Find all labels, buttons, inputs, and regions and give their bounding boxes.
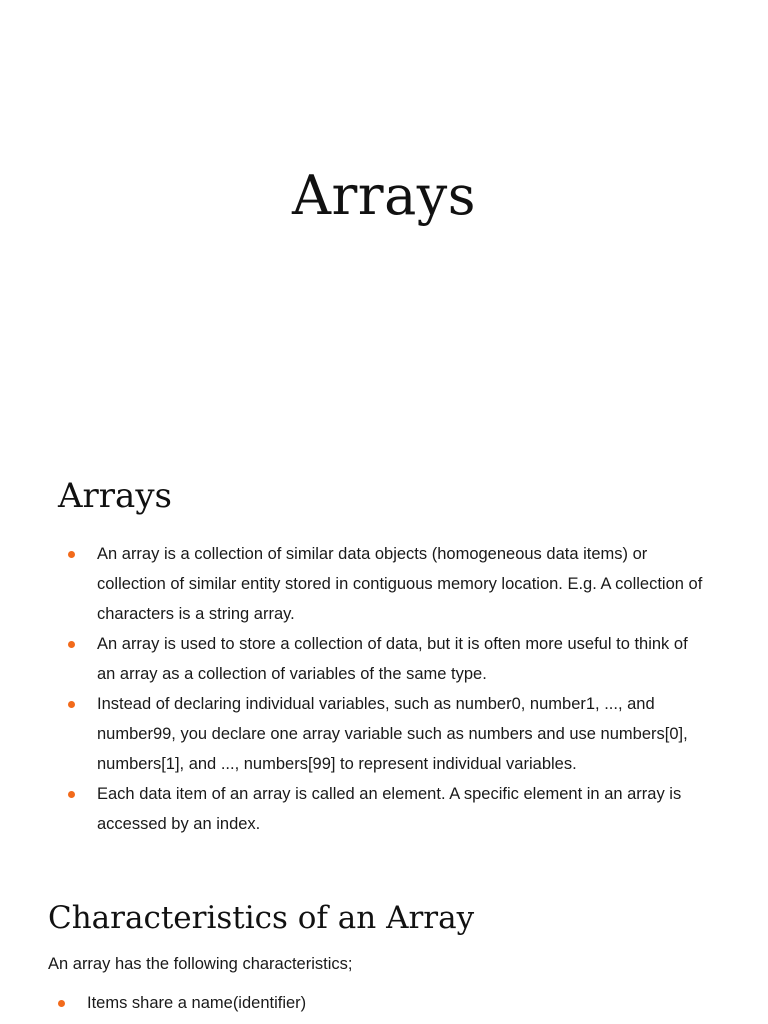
list-item-text: An array is used to store a collection of data, but it is often more useful to think of an array as a collection of variables of the same type. [97, 635, 688, 683]
list-item [60, 539, 710, 629]
list-item [50, 988, 710, 1018]
bullet-dot-icon [68, 641, 75, 648]
bullet-dot-icon [58, 1000, 65, 1007]
slide-title: Arrays [291, 164, 477, 227]
characteristics-bullet-list [50, 988, 710, 1018]
bullet-dot-icon [68, 551, 75, 558]
bullet-dot-icon [68, 701, 75, 708]
section-heading-characteristics: Characteristics of an Array [48, 900, 475, 936]
list-item-text: An array is a collection of similar data objects (homogeneous data items) or collection of similar entity stored in contiguous memory location. E.g. A collection of characters is a string array. [97, 545, 703, 623]
section-heading-arrays: Arrays [58, 476, 172, 516]
bullet-dot-icon [68, 791, 75, 798]
list-item-text: Each data item of an array is called an element. A specific element in an array is accessed by an index. [97, 785, 682, 833]
list-item-text: Items share a name(identifier) [87, 994, 307, 1012]
characteristics-intro: An array has the following characteristics; [48, 955, 353, 973]
list-item [60, 689, 710, 779]
list-item [60, 629, 710, 689]
list-item [60, 779, 710, 839]
list-item-text: Instead of declaring individual variables, such as number0, number1, ..., and number99, you declare one array variable such as numbers and use numbers[0], numbers[1], and ..., numbers[99] to represent individual variables. [97, 695, 688, 773]
arrays-bullet-list [60, 539, 710, 839]
